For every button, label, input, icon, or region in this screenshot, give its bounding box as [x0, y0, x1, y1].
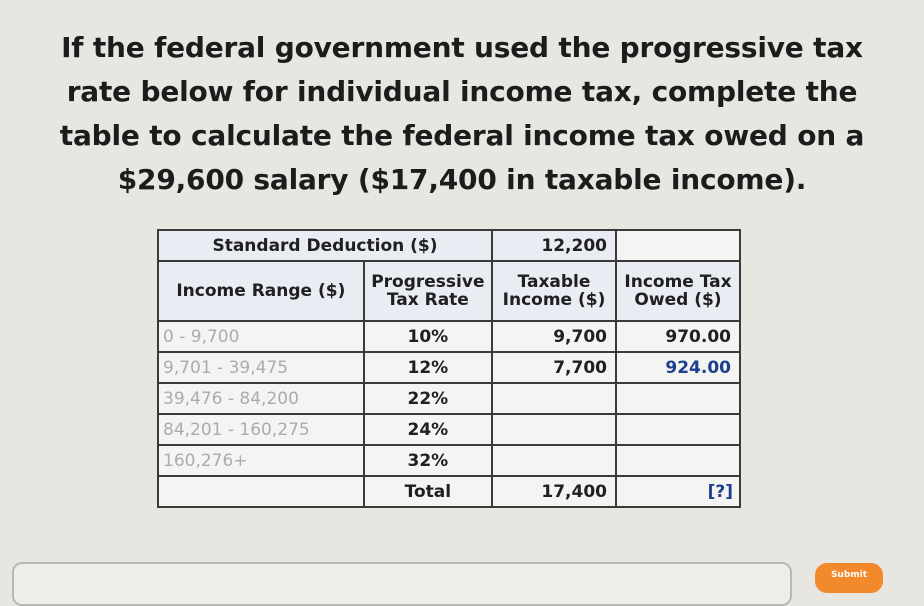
tax-owed-cell: 970.00 — [616, 321, 740, 352]
tax-table — [157, 229, 741, 508]
table-row — [158, 414, 740, 445]
deduction-empty-cell — [616, 230, 740, 261]
taxable-income-cell — [492, 414, 616, 445]
question-line: rate below for individual income tax, complete the — [66, 75, 858, 108]
taxable-income-cell: 9,700 — [492, 321, 616, 352]
tax-rate-cell: 10% — [364, 321, 492, 352]
taxable-income-cell — [492, 383, 616, 414]
table-row — [158, 321, 740, 352]
table-row — [158, 445, 740, 476]
question-line: table to calculate the federal income tax owed on a — [59, 119, 865, 152]
deduction-value: 12,200 — [492, 230, 616, 261]
header-row — [158, 261, 740, 321]
income-range-cell: 84,201 - 160,275 — [158, 414, 364, 445]
deduction-label: Standard Deduction ($) — [158, 230, 492, 261]
total-row — [158, 476, 740, 507]
tax-rate-cell: 12% — [364, 352, 492, 383]
tax-rate-cell: 24% — [364, 414, 492, 445]
total-empty-cell — [158, 476, 364, 507]
tax-owed-cell — [616, 414, 740, 445]
header-tax-owed: Income Tax Owed ($) — [616, 261, 740, 321]
tax-owed-cell: 924.00 — [616, 352, 740, 383]
question-line: If the federal government used the progressive tax — [61, 31, 863, 64]
total-tax-owed-placeholder: [?] — [616, 476, 740, 507]
tax-owed-cell — [616, 445, 740, 476]
question-line: $29,600 salary ($17,400 in taxable income). — [117, 163, 807, 196]
table-row — [158, 383, 740, 414]
taxable-income-cell — [492, 445, 616, 476]
submit-button[interactable]: Submit — [815, 563, 883, 593]
income-range-cell: 39,476 - 84,200 — [158, 383, 364, 414]
deduction-row — [158, 230, 740, 261]
income-range-cell: 9,701 - 39,475 — [158, 352, 364, 383]
tax-rate-cell: 32% — [364, 445, 492, 476]
header-income-range: Income Range ($) — [158, 261, 364, 321]
header-taxable-income: Taxable Income ($) — [492, 261, 616, 321]
answer-input[interactable] — [12, 562, 792, 606]
tax-owed-cell — [616, 383, 740, 414]
total-taxable-income: 17,400 — [492, 476, 616, 507]
total-label: Total — [364, 476, 492, 507]
header-tax-rate: Progressive Tax Rate — [364, 261, 492, 321]
income-range-cell: 0 - 9,700 — [158, 321, 364, 352]
question-text — [30, 26, 894, 202]
income-range-cell: 160,276+ — [158, 445, 364, 476]
tax-rate-cell: 22% — [364, 383, 492, 414]
table-row — [158, 352, 740, 383]
taxable-income-cell: 7,700 — [492, 352, 616, 383]
